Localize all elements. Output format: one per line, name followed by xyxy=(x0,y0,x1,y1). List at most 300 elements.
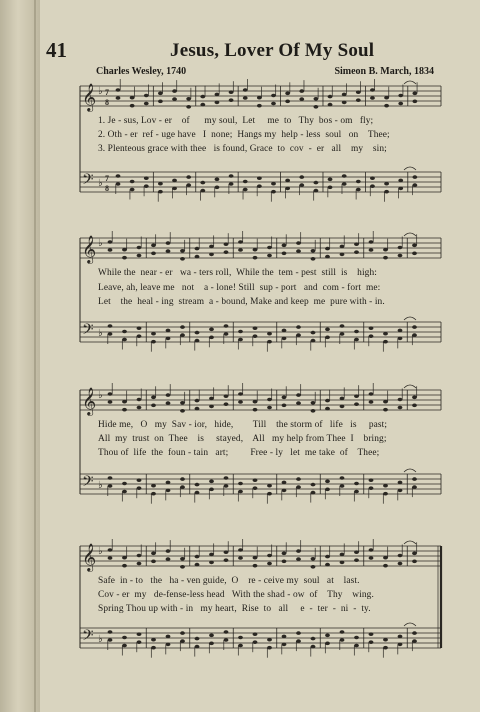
note-head xyxy=(412,631,417,635)
note-head xyxy=(383,332,388,336)
note-head xyxy=(383,556,388,560)
note-head xyxy=(369,556,374,560)
note-head xyxy=(412,252,417,256)
note-head xyxy=(224,250,229,254)
note-head xyxy=(243,188,248,192)
time-signature: 8 xyxy=(105,184,109,193)
flat-icon: ♭ xyxy=(98,546,103,557)
treble-clef-icon: 𝄞 xyxy=(82,83,97,111)
note-head xyxy=(282,643,287,647)
flat-icon: ♭ xyxy=(98,480,103,491)
note-head xyxy=(369,640,374,644)
hymn-title: Jesus, Lover Of My Soul xyxy=(170,40,375,61)
note-head xyxy=(267,332,272,336)
note-head xyxy=(186,175,191,179)
note-head xyxy=(356,188,361,192)
note-head xyxy=(224,638,229,642)
note-head xyxy=(180,639,185,643)
note-head xyxy=(166,401,171,405)
lyric-line: Leave, ah, leave me not a - lone! Still sup - port and com - fort me: xyxy=(98,283,381,293)
note-head xyxy=(325,642,330,646)
note-head xyxy=(311,637,316,641)
note-head xyxy=(116,88,121,92)
note-head xyxy=(238,636,243,640)
note-head xyxy=(209,642,214,646)
note-head xyxy=(108,630,113,634)
note-head xyxy=(282,337,287,341)
note-head xyxy=(151,404,156,408)
note-head xyxy=(253,632,258,636)
note-head xyxy=(195,637,200,641)
note-head xyxy=(108,400,113,404)
note-head xyxy=(180,477,185,481)
note-head xyxy=(325,255,330,259)
note-head xyxy=(296,485,301,489)
note-head xyxy=(369,548,374,552)
note-head xyxy=(412,244,417,248)
note-head xyxy=(398,406,403,410)
note-head xyxy=(282,489,287,493)
note-head xyxy=(311,409,316,413)
flat-icon: ♭ xyxy=(98,238,103,249)
note-head xyxy=(195,255,200,259)
note-head xyxy=(356,98,361,102)
note-head xyxy=(340,630,345,634)
note-head xyxy=(137,326,142,330)
note-head xyxy=(238,330,243,334)
note-head xyxy=(354,644,359,648)
note-head xyxy=(195,407,200,411)
note-head xyxy=(296,557,301,561)
note-head xyxy=(296,639,301,643)
note-head xyxy=(412,560,417,564)
flat-icon: ♭ xyxy=(98,328,103,339)
note-head xyxy=(296,549,301,553)
note-head xyxy=(369,486,374,490)
note-head xyxy=(271,102,276,106)
note-head xyxy=(172,89,177,93)
note-head xyxy=(122,330,127,334)
note-head xyxy=(340,397,345,401)
time-signature: 7 xyxy=(105,174,109,183)
flat-icon: ♭ xyxy=(98,390,103,401)
note-head xyxy=(257,104,262,108)
note-head xyxy=(137,478,142,482)
note-head xyxy=(340,484,345,488)
note-head xyxy=(224,630,229,634)
note-head xyxy=(325,555,330,559)
note-head xyxy=(369,248,374,252)
note-head xyxy=(325,634,330,638)
note-head xyxy=(137,640,142,644)
note-head xyxy=(224,332,229,336)
note-head xyxy=(229,90,234,94)
note-head xyxy=(257,96,262,100)
note-head xyxy=(384,96,389,100)
lyric-line: Thou of life the foun - tain art; Free - ly let me take of Thee; xyxy=(98,448,380,458)
note-head xyxy=(238,548,243,552)
note-head xyxy=(282,481,287,485)
note-head xyxy=(383,340,388,344)
note-head xyxy=(130,188,135,192)
note-head xyxy=(412,183,417,187)
note-head xyxy=(369,400,374,404)
bass-clef-icon: 𝄢 xyxy=(82,473,94,494)
note-head xyxy=(224,484,229,488)
note-head xyxy=(412,175,417,179)
fermata-icon xyxy=(404,167,416,170)
note-head xyxy=(285,187,290,191)
note-head xyxy=(383,256,388,260)
note-head xyxy=(354,550,359,554)
note-head xyxy=(354,250,359,254)
note-head xyxy=(224,550,229,554)
note-head xyxy=(151,552,156,556)
note-head xyxy=(340,245,345,249)
note-head xyxy=(229,182,234,186)
note-head xyxy=(342,182,347,186)
note-head xyxy=(238,644,243,648)
lyric-line: 3. Plenteous grace with thee is found, Grace to cov - er all my sin; xyxy=(98,144,387,154)
note-head xyxy=(122,644,127,648)
note-head xyxy=(166,249,171,253)
note-head xyxy=(137,562,142,566)
note-head xyxy=(144,184,149,188)
note-head xyxy=(209,634,214,638)
note-head xyxy=(238,338,243,342)
time-signature: 7 xyxy=(105,88,109,97)
treble-clef-icon: 𝄞 xyxy=(82,543,97,571)
note-head xyxy=(108,324,113,328)
note-head xyxy=(224,242,229,246)
note-head xyxy=(412,92,417,96)
note-head xyxy=(229,174,234,178)
note-head xyxy=(180,249,185,253)
note-head xyxy=(200,181,205,185)
note-head xyxy=(209,253,214,257)
note-head xyxy=(108,638,113,642)
note-head xyxy=(282,329,287,333)
fermata-icon xyxy=(404,385,416,388)
note-head xyxy=(137,254,142,258)
note-head xyxy=(267,638,272,642)
note-head xyxy=(166,241,171,245)
note-head xyxy=(398,102,403,106)
note-head xyxy=(180,333,185,337)
note-head xyxy=(166,557,171,561)
note-head xyxy=(238,400,243,404)
note-head xyxy=(325,399,330,403)
note-head xyxy=(166,643,171,647)
note-head xyxy=(209,480,214,484)
note-head xyxy=(215,178,220,182)
note-head xyxy=(180,409,185,413)
note-head xyxy=(325,488,330,492)
note-head xyxy=(116,96,121,100)
note-head xyxy=(158,92,163,96)
note-head xyxy=(238,248,243,252)
note-head xyxy=(151,332,156,336)
note-head xyxy=(267,246,272,250)
note-head xyxy=(195,339,200,343)
note-head xyxy=(195,483,200,487)
note-head xyxy=(151,560,156,564)
note-head xyxy=(200,189,205,193)
note-head xyxy=(253,478,258,482)
note-head xyxy=(166,337,171,341)
note-head xyxy=(314,181,319,185)
note-head xyxy=(151,638,156,642)
note-head xyxy=(369,240,374,244)
note-head xyxy=(384,104,389,108)
note-head xyxy=(267,340,272,344)
bass-clef-icon: 𝄢 xyxy=(82,321,94,342)
note-head xyxy=(299,97,304,101)
note-head xyxy=(253,400,258,404)
note-head xyxy=(195,563,200,567)
note-head xyxy=(253,556,258,560)
note-head xyxy=(122,564,127,568)
note-head xyxy=(209,488,214,492)
note-head xyxy=(325,328,330,332)
note-head xyxy=(354,482,359,486)
note-head xyxy=(370,96,375,100)
note-head xyxy=(151,646,156,650)
note-head xyxy=(342,93,347,97)
note-head xyxy=(328,95,333,99)
note-head xyxy=(369,334,374,338)
treble-clef-icon: 𝄞 xyxy=(82,235,97,263)
note-head xyxy=(299,89,304,93)
note-head xyxy=(158,190,163,194)
note-head xyxy=(311,491,316,495)
note-head xyxy=(209,561,214,565)
note-head xyxy=(108,332,113,336)
note-head xyxy=(354,558,359,562)
note-head xyxy=(282,396,287,400)
note-head xyxy=(267,562,272,566)
note-head xyxy=(180,257,185,261)
note-head xyxy=(398,94,403,98)
note-head xyxy=(215,93,220,97)
note-head xyxy=(144,176,149,180)
note-head xyxy=(116,182,121,186)
note-head xyxy=(282,404,287,408)
note-head xyxy=(172,187,177,191)
note-head xyxy=(296,249,301,253)
note-head xyxy=(299,183,304,187)
note-head xyxy=(238,392,243,396)
note-head xyxy=(151,252,156,256)
fermata-icon xyxy=(404,541,416,544)
note-head xyxy=(253,408,258,412)
note-head xyxy=(314,105,319,109)
note-head xyxy=(108,392,113,396)
note-head xyxy=(267,554,272,558)
lyric-line: All my trust on Thee is stayed, All my help from Thee I bring; xyxy=(98,434,387,444)
note-head xyxy=(384,190,389,194)
note-head xyxy=(209,336,214,340)
note-head xyxy=(299,175,304,179)
note-head xyxy=(166,393,171,397)
note-head xyxy=(282,560,287,564)
note-head xyxy=(267,646,272,650)
note-head xyxy=(285,100,290,104)
note-head xyxy=(342,101,347,105)
fermata-icon xyxy=(404,317,416,320)
note-head xyxy=(383,646,388,650)
note-head xyxy=(412,639,417,643)
note-head xyxy=(224,476,229,480)
note-head xyxy=(296,325,301,329)
note-head xyxy=(137,246,142,250)
note-head xyxy=(412,333,417,337)
note-head xyxy=(398,254,403,258)
note-head xyxy=(311,645,316,649)
note-head xyxy=(108,248,113,252)
flat-icon: ♭ xyxy=(98,634,103,645)
note-head xyxy=(354,402,359,406)
note-head xyxy=(354,490,359,494)
note-head xyxy=(224,558,229,562)
note-head xyxy=(243,88,248,92)
note-head xyxy=(398,562,403,566)
note-head xyxy=(130,96,135,100)
note-head xyxy=(144,94,149,98)
lyricist-credit: Charles Wesley, 1740 xyxy=(96,66,187,77)
note-head xyxy=(166,329,171,333)
note-head xyxy=(137,334,142,338)
note-head xyxy=(224,324,229,328)
note-head xyxy=(412,477,417,481)
note-head xyxy=(253,326,258,330)
note-head xyxy=(215,186,220,190)
note-head xyxy=(122,482,127,486)
note-head xyxy=(158,100,163,104)
note-head xyxy=(340,476,345,480)
note-head xyxy=(311,249,316,253)
note-head xyxy=(224,394,229,398)
note-head xyxy=(271,190,276,194)
lyric-line: Safe in - to the ha - ven guide, O re - ceive my soul at last. xyxy=(98,576,360,586)
note-head xyxy=(253,640,258,644)
note-head xyxy=(186,183,191,187)
lyric-line: Hide me, O my Sav - ior, hide, Till the storm of life is past; xyxy=(98,420,388,430)
note-head xyxy=(340,332,345,336)
note-head xyxy=(209,397,214,401)
note-head xyxy=(325,247,330,251)
note-head xyxy=(271,182,276,186)
note-head xyxy=(369,326,374,330)
note-head xyxy=(172,179,177,183)
note-head xyxy=(122,338,127,342)
note-head xyxy=(195,555,200,559)
note-head xyxy=(369,632,374,636)
note-head xyxy=(383,638,388,642)
note-head xyxy=(296,401,301,405)
note-head xyxy=(296,393,301,397)
note-head xyxy=(195,247,200,251)
note-head xyxy=(398,337,403,341)
note-head xyxy=(186,97,191,101)
note-head xyxy=(257,176,262,180)
note-head xyxy=(340,405,345,409)
note-head xyxy=(328,186,333,190)
note-head xyxy=(354,636,359,640)
note-head xyxy=(369,478,374,482)
note-head xyxy=(243,96,248,100)
note-head xyxy=(296,241,301,245)
note-head xyxy=(195,399,200,403)
note-head xyxy=(180,631,185,635)
note-head xyxy=(238,240,243,244)
note-head xyxy=(282,635,287,639)
note-head xyxy=(108,484,113,488)
note-head xyxy=(398,643,403,647)
note-head xyxy=(296,631,301,635)
note-head xyxy=(186,105,191,109)
note-head xyxy=(325,407,330,411)
note-head xyxy=(229,98,234,102)
note-head xyxy=(122,556,127,560)
note-head xyxy=(354,338,359,342)
note-head xyxy=(311,257,316,261)
note-head xyxy=(282,244,287,248)
note-head xyxy=(180,325,185,329)
note-head xyxy=(398,489,403,493)
note-head xyxy=(383,248,388,252)
note-head xyxy=(151,484,156,488)
note-head xyxy=(314,97,319,101)
note-head xyxy=(180,401,185,405)
lyric-line: While the near - er wa - ters roll, While the tem - pest still is high: xyxy=(98,268,377,278)
note-head xyxy=(369,392,374,396)
note-head xyxy=(108,548,113,552)
note-head xyxy=(267,406,272,410)
note-head xyxy=(398,398,403,402)
note-head xyxy=(108,240,113,244)
note-head xyxy=(296,477,301,481)
note-head xyxy=(285,92,290,96)
fermata-icon xyxy=(404,623,416,626)
lyric-line: Spring Thou up with - in my heart, Rise to all e - ter - ni - ty. xyxy=(98,604,371,614)
note-head xyxy=(238,556,243,560)
treble-clef-icon: 𝄞 xyxy=(82,387,97,415)
note-head xyxy=(282,552,287,556)
lyric-line: 1. Je - sus, Lov - er of my soul, Let me to Thy bos - om fly; xyxy=(98,116,374,126)
note-head xyxy=(253,486,258,490)
note-head xyxy=(383,484,388,488)
note-head xyxy=(340,324,345,328)
note-head xyxy=(195,331,200,335)
note-head xyxy=(151,396,156,400)
note-head xyxy=(209,553,214,557)
note-head xyxy=(158,182,163,186)
note-head xyxy=(267,398,272,402)
note-head xyxy=(370,184,375,188)
note-head xyxy=(340,561,345,565)
note-head xyxy=(311,331,316,335)
note-head xyxy=(137,398,142,402)
note-head xyxy=(370,88,375,92)
note-head xyxy=(144,102,149,106)
note-head xyxy=(384,182,389,186)
flat-icon: ♭ xyxy=(98,86,103,97)
note-head xyxy=(166,549,171,553)
note-head xyxy=(383,400,388,404)
note-head xyxy=(122,400,127,404)
lyric-line: Cov - er my de-fense-less head With the shad - ow of Thy wing. xyxy=(98,590,374,600)
